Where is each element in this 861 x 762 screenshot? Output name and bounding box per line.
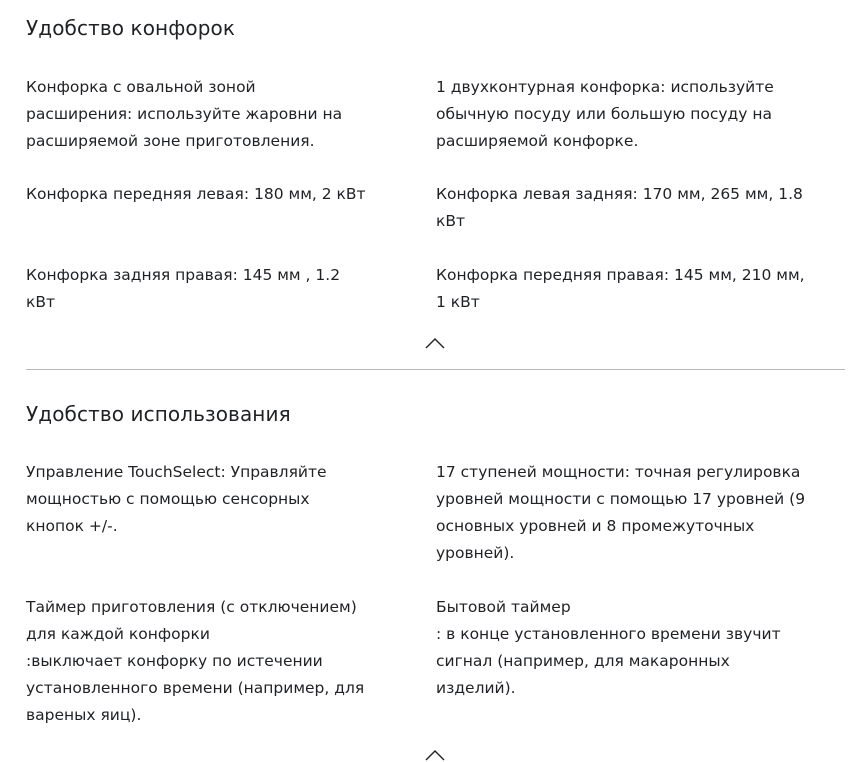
chevron-up-icon	[424, 336, 446, 350]
feature-power-levels: 17 ступеней мощности: точная регулировка уровней мощности с помощью 17 уровней (9 основных уровней и 8 промежуточных уровней).	[436, 463, 806, 562]
feature-front-left: Конфорка передняя левая: 180 мм, 2 кВт	[26, 185, 366, 203]
section-title: Удобство конфорок	[26, 16, 236, 40]
collapse-section-button[interactable]	[424, 336, 446, 350]
feature-oval-zone: Конфорка с овальной зоной расширения: используйте жаровни на расширяемой зоне приготовления.	[26, 78, 343, 150]
feature-rear-left: Конфорка левая задняя: 170 мм, 265 мм, 1.8 кВт	[436, 185, 803, 230]
feature-household-timer: Бытовой таймер : в конце установленного времени звучит сигнал (например, для макаронных изделий).	[436, 598, 781, 697]
feature-front-right: Конфорка передняя правая: 145 мм, 210 мм, 1 кВт	[436, 266, 805, 311]
feature-dual-circuit: 1 двухконтурная конфорка: используйте обычную посуду или большую посуду на расширяемой конфорке.	[436, 78, 774, 150]
feature-touchselect: Управление TouchSelect: Управляйте мощностью с помощью сенсорных кнопок +/-.	[26, 463, 327, 535]
feature-rear-right: Конфорка задняя правая: 145 мм , 1.2 кВт	[26, 266, 341, 311]
feature-cooking-timer: Таймер приготовления (с отключением) для каждой конфорки :выключает конфорку по истечении установленного времени (например, для вареных яиц).	[26, 598, 365, 724]
section-divider	[26, 369, 845, 370]
section-title: Удобство использования	[26, 402, 291, 426]
